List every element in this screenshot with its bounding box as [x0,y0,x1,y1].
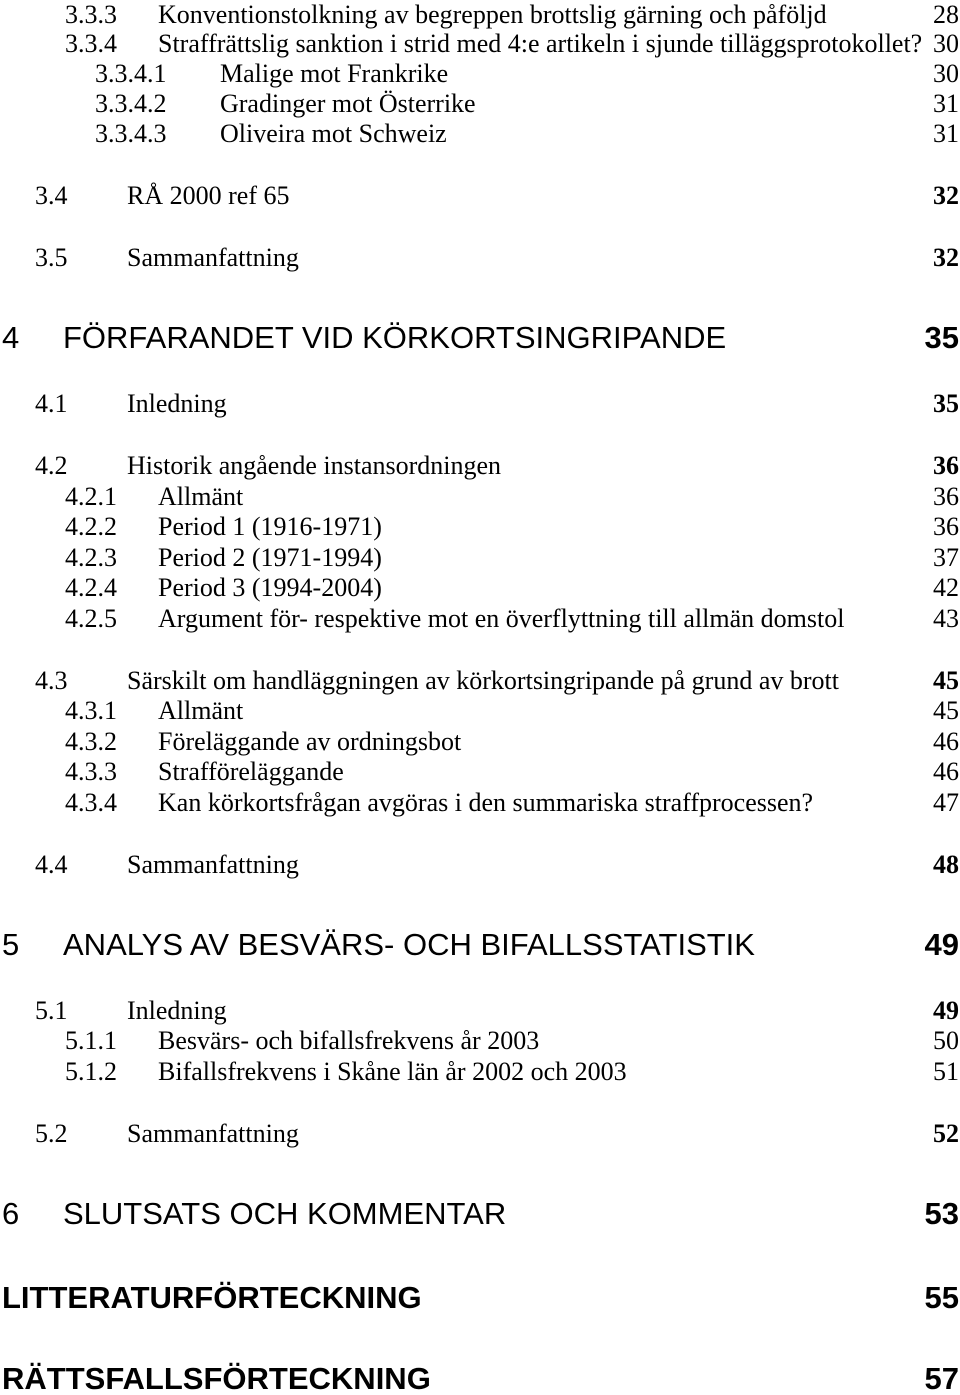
toc-entry [0,59,960,89]
toc-entry-title: Straffrättslig sanktion i strid med 4:e artikeln i sjunde tilläggsprotokollet? [158,29,923,58]
toc-entry-number: 3.3.4.1 [95,59,167,88]
toc-entry-number: 3.3.4 [65,29,117,58]
toc-entry-title: Besvärs- och bifallsfrekvens år 2003 [158,1026,540,1055]
toc-back-matter [0,1363,960,1395]
toc-entry [0,29,960,59]
toc-entry-page: 42 [933,573,959,602]
toc-entry-number: 4.2.2 [65,512,117,541]
toc-entry [0,482,960,512]
toc-entry-title: Särskilt om handläggningen av körkortsingripande på grund av brott [127,666,839,695]
toc-entry-number: 4.2 [35,451,68,480]
toc-entry-number: 4.2.3 [65,543,117,572]
toc-entry-number: 3.3.4.2 [95,89,167,118]
toc-entry-title: Oliveira mot Schweiz [220,119,447,148]
toc-entry-title: Allmänt [158,696,244,725]
toc-entry-number: 4.3.2 [65,727,117,756]
toc-entry-page: 47 [933,788,959,817]
toc-entry-title: Strafföreläggande [158,757,344,786]
toc-entry-number: 3.3.3 [65,0,117,29]
toc-entry-title: Konventionstolkning av begreppen brottslig gärning och påföljd [158,0,827,29]
toc-entry [0,573,960,603]
toc-chapter-number: 5 [2,927,20,962]
toc-chapter-title: FÖRFARANDET VID KÖRKORTSINGRIPANDE [63,320,727,355]
toc-entry-page: 52 [933,1119,959,1148]
toc-entry-title: Sammanfattning [127,850,299,879]
toc-entry-page: 36 [933,451,959,480]
toc-entry-number: 4.2.4 [65,573,117,602]
toc-entry-title: Gradinger mot Österrike [220,89,476,118]
toc-entry [0,389,960,419]
toc-entry-title: Malige mot Frankrike [220,59,449,88]
toc-back-matter-title: LITTERATURFÖRTECKNING [2,1280,422,1315]
toc-entry-page: 45 [933,696,959,725]
toc-entry-page: 50 [933,1026,959,1055]
toc-entry-page: 48 [933,850,959,879]
toc-entry-page: 49 [933,996,959,1025]
toc-entry-title: Inledning [127,389,227,418]
toc-entry-title: RÅ 2000 ref 65 [127,181,290,210]
toc-entry-page: 30 [933,59,959,88]
toc-entry-number: 4.1 [35,389,68,418]
toc-entry-number: 5.2 [35,1119,68,1148]
toc-entry [0,1119,960,1149]
toc-chapter-title: SLUTSATS OCH KOMMENTAR [63,1196,507,1231]
toc-entry-title: Historik angående instansordningen [127,451,502,480]
toc-entry-title: Argument för- respektive mot en överflyttning till allmän domstol [158,604,845,633]
toc-entry-title: Period 3 (1994-2004) [158,573,382,602]
toc-entry-page: 32 [933,181,959,210]
toc-entry [0,0,960,30]
toc-entry-number: 3.4 [35,181,68,210]
toc-chapter-page: 49 [924,927,959,962]
toc-entry-page: 37 [933,543,959,572]
toc-entry-title: Allmänt [158,482,244,511]
toc-chapter-page: 53 [924,1196,959,1231]
toc-entry-number: 4.3.3 [65,757,117,786]
toc-entry-page: 51 [933,1057,959,1086]
toc-entry [0,788,960,818]
toc-chapter [0,927,960,963]
toc-back-matter-page: 57 [924,1361,959,1395]
toc-entry-page: 32 [933,243,959,272]
toc-entry-title: Inledning [127,996,227,1025]
toc-entry [0,543,960,573]
toc-entry-title: Period 1 (1916-1971) [158,512,382,541]
toc-entry [0,757,960,787]
toc-chapter-number: 6 [2,1196,20,1231]
toc-entry-page: 46 [933,727,959,756]
toc-entry [0,181,960,211]
toc-entry [0,696,960,726]
toc-entry-number: 4.4 [35,850,68,879]
toc-entry-page: 28 [933,0,959,29]
toc-entry-page: 36 [933,482,959,511]
toc-entry-page: 31 [933,89,959,118]
toc-entry-number: 5.1.2 [65,1057,117,1086]
toc-entry-number: 3.5 [35,243,68,272]
toc-chapter-number: 4 [2,320,20,355]
toc-entry-page: 31 [933,119,959,148]
toc-entry-page: 43 [933,604,959,633]
toc-entry [0,89,960,119]
toc-entry-number: 4.3.4 [65,788,117,817]
toc-chapter [0,320,960,356]
toc-entry [0,512,960,542]
toc-entry-title: Sammanfattning [127,1119,299,1148]
toc-entry-page: 35 [933,389,959,418]
toc-entry [0,1057,960,1087]
toc-entry-number: 4.3 [35,666,68,695]
toc-entry-number: 3.3.4.3 [95,119,167,148]
toc-entry-page: 45 [933,666,959,695]
toc-entry-number: 5.1 [35,996,68,1025]
toc-entry-number: 5.1.1 [65,1026,117,1055]
toc-entry [0,727,960,757]
toc-entry [0,451,960,481]
toc-chapter-title: ANALYS AV BESVÄRS- OCH BIFALLSSTATISTIK [63,927,755,962]
toc-back-matter-page: 55 [924,1280,959,1315]
toc-entry-title: Bifallsfrekvens i Skåne län år 2002 och 2003 [158,1057,627,1086]
toc-entry-page: 36 [933,512,959,541]
toc-chapter-page: 35 [924,320,959,355]
toc-entry-page: 46 [933,757,959,786]
toc-entry-title: Kan körkortsfrågan avgöras i den summariska straffprocessen? [158,788,814,817]
toc-entry [0,666,960,696]
toc-entry [0,243,960,273]
toc-entry [0,604,960,634]
toc-entry-number: 4.2.1 [65,482,117,511]
toc-back-matter-title: RÄTTSFALLSFÖRTECKNING [2,1361,431,1395]
toc-chapter [0,1196,960,1232]
toc-entry-title: Period 2 (1971-1994) [158,543,382,572]
toc-entry [0,119,960,149]
toc-back-matter [0,1282,960,1314]
toc-entry [0,850,960,880]
toc-entry-title: Sammanfattning [127,243,299,272]
toc-entry-number: 4.3.1 [65,696,117,725]
toc-entry [0,996,960,1026]
toc-entry-page: 30 [933,29,959,58]
toc-entry-title: Föreläggande av ordningsbot [158,727,462,756]
toc-entry-number: 4.2.5 [65,604,117,633]
toc-entry [0,1026,960,1056]
